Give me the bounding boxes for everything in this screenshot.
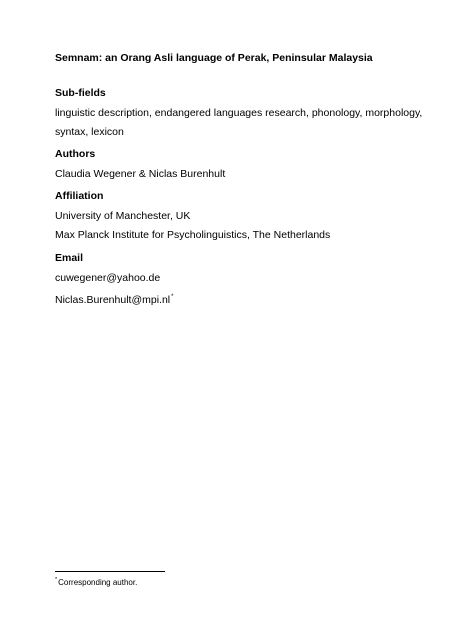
affiliation-line-1: University of Manchester, UK — [55, 210, 191, 222]
authors-names: Claudia Wegener & Niclas Burenhult — [55, 168, 226, 180]
affiliation-heading: Affiliation — [55, 190, 104, 202]
authors-heading: Authors — [55, 148, 96, 160]
subfields-heading: Sub-fields — [55, 87, 106, 99]
email-address-2[interactable]: Niclas.Burenhult@mpi.nl — [55, 294, 171, 306]
subfields-line-1: linguistic description, endangered languages research, phonology, morphology, — [55, 107, 423, 119]
paper-title: Semnam: an Orang Asli language of Perak, Peninsular Malaysia — [55, 52, 373, 64]
email-heading: Email — [55, 252, 84, 264]
authors-section — [55, 147, 415, 184]
subfields-line-2: syntax, lexicon — [55, 126, 124, 138]
footnote — [55, 577, 137, 587]
affiliation-section — [55, 189, 415, 245]
footnote-text: Corresponding author. — [58, 578, 138, 587]
footnote-reference-marker: * — [171, 294, 174, 300]
footnote-separator — [55, 571, 165, 572]
affiliation-line-2: Max Planck Institute for Psycholinguistics, The Netherlands — [55, 229, 331, 241]
email-address-1[interactable]: cuwegener@yahoo.de — [55, 272, 161, 284]
email-section — [55, 251, 415, 310]
email-address-2-row — [55, 288, 415, 310]
subfields-section — [55, 86, 423, 142]
footnote-marker: * — [55, 577, 58, 583]
